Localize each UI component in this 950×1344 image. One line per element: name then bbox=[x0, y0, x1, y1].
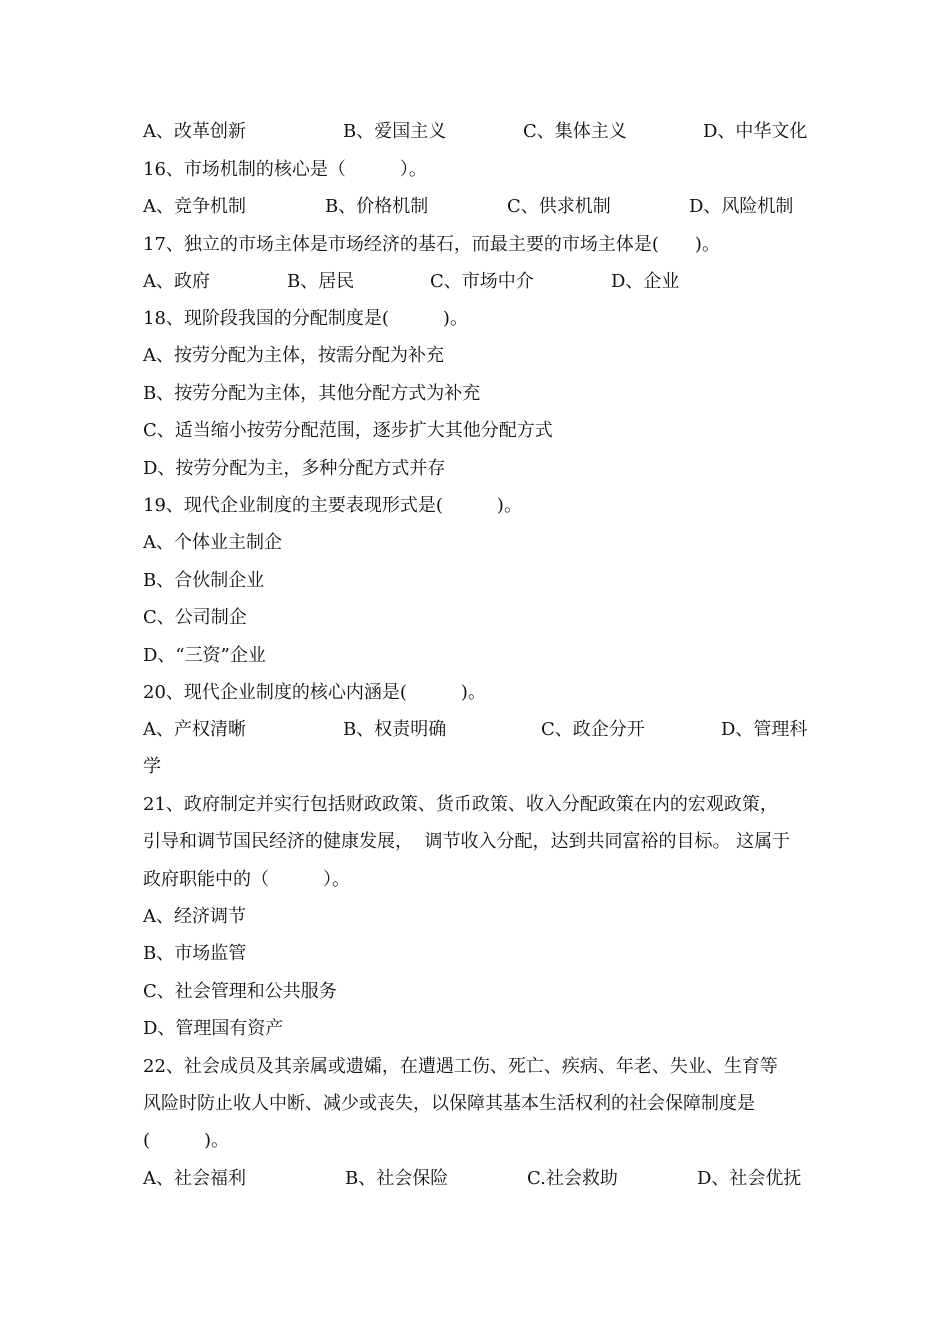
q20-options bbox=[143, 715, 823, 745]
q22-option-c: C.社会救助 bbox=[527, 1168, 618, 1189]
q18-option-b: B、按劳分配为主体，其他分配方式为补充 bbox=[143, 383, 481, 404]
q19-option-d: D、“三资”企业 bbox=[143, 645, 266, 666]
q18-stem: 18、现阶段我国的分配制度是( )。 bbox=[143, 308, 468, 329]
q20-option-d-wrap: 学 bbox=[143, 756, 161, 777]
q18-option-a: A、按劳分配为主体，按需分配为补充 bbox=[143, 345, 444, 366]
q15-option-d: D、中华文化 bbox=[703, 121, 808, 142]
q21-option-c: C、社会管理和公共服务 bbox=[143, 981, 337, 1002]
q15-options bbox=[143, 117, 823, 147]
q20-option-d: D、管理科 bbox=[721, 719, 808, 740]
q21-option-a: A、经济调节 bbox=[143, 906, 246, 927]
q19-option-c: C、公司制企 bbox=[143, 607, 247, 628]
q22-stem-line-3: ( )。 bbox=[143, 1130, 230, 1151]
q17-option-c: C、市场中介 bbox=[430, 271, 534, 292]
q20-stem: 20、现代企业制度的核心内涵是( )。 bbox=[143, 682, 486, 703]
q21-stem-line-1: 21、政府制定并实行包括财政政策、货币政策、收入分配政策在内的宏观政策， bbox=[143, 794, 778, 815]
q21-stem-line-2: 引导和调节国民经济的健康发展， 调节收入分配，达到共同富裕的目标。 这属于 bbox=[143, 831, 791, 852]
q22-stem-line-2: 风险时防止收人中断、减少或丧失，以保障其基本生活权利的社会保障制度是 bbox=[143, 1093, 755, 1114]
q15-option-a: A、改革创新 bbox=[143, 121, 246, 142]
q16-option-c: C、供求机制 bbox=[507, 196, 611, 217]
q21-option-d: D、管理国有资产 bbox=[143, 1018, 284, 1039]
q18-option-c: C、适当缩小按劳分配范围，逐步扩大其他分配方式 bbox=[143, 420, 553, 441]
q22-option-d: D、社会优抚 bbox=[697, 1168, 802, 1189]
q17-option-d: D、企业 bbox=[611, 271, 680, 292]
q20-option-a: A、产权清晰 bbox=[143, 719, 246, 740]
q22-option-b: B、社会保险 bbox=[345, 1168, 449, 1189]
q16-option-b: B、价格机制 bbox=[325, 196, 429, 217]
q22-stem-line-1: 22、社会成员及其亲属或遗孀，在遭遇工伤、死亡、疾病、年老、失业、生育等 bbox=[143, 1056, 778, 1077]
q19-option-a: A、个体业主制企 bbox=[143, 532, 282, 553]
q22-option-a: A、社会福利 bbox=[143, 1168, 246, 1189]
q18-option-d: D、按劳分配为主，多种分配方式并存 bbox=[143, 458, 446, 479]
q17-options bbox=[143, 267, 823, 297]
q20-option-c: C、政企分开 bbox=[541, 719, 645, 740]
q15-option-c: C、集体主义 bbox=[523, 121, 627, 142]
q16-options bbox=[143, 192, 823, 222]
q16-option-d: D、风险机制 bbox=[689, 196, 794, 217]
q15-option-b: B、爱国主义 bbox=[343, 121, 447, 142]
q19-option-b: B、合伙制企业 bbox=[143, 570, 265, 591]
q17-stem: 17、独立的市场主体是市场经济的基石，而最主要的市场主体是( )。 bbox=[143, 234, 720, 255]
q16-option-a: A、竞争机制 bbox=[143, 196, 246, 217]
q22-options bbox=[143, 1164, 823, 1194]
q17-option-a: A、政府 bbox=[143, 271, 210, 292]
q21-option-b: B、市场监管 bbox=[143, 943, 247, 964]
q19-stem: 19、现代企业制度的主要表现形式是( )。 bbox=[143, 495, 522, 516]
q21-stem-line-3: 政府职能中的（ ）。 bbox=[143, 869, 350, 890]
q17-option-b: B、居民 bbox=[287, 271, 355, 292]
q20-option-b: B、权责明确 bbox=[343, 719, 447, 740]
q16-stem: 16、市场机制的核心是（ ）。 bbox=[143, 159, 427, 180]
